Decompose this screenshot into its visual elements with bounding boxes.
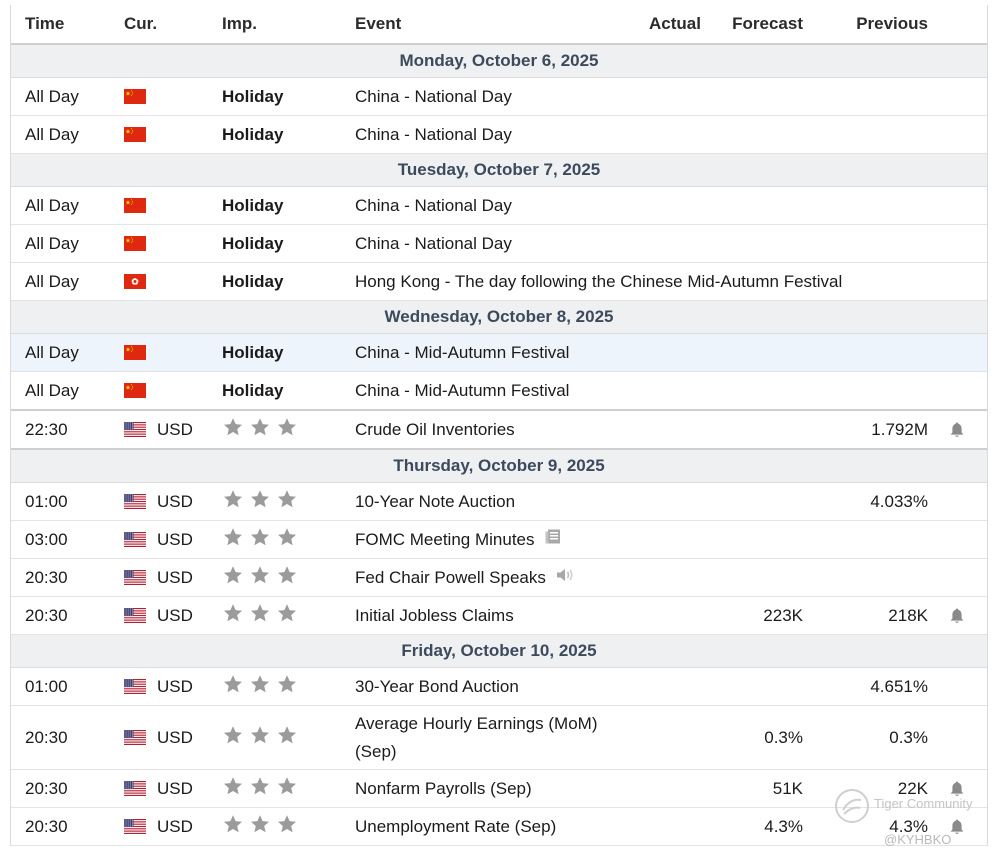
event-name[interactable]: Unemployment Rate (Sep)	[355, 816, 557, 836]
event-name[interactable]: Fed Chair Powell Speaks	[355, 567, 546, 587]
event-row[interactable]	[11, 225, 987, 263]
us-flag-icon	[124, 422, 146, 437]
event-time: All Day	[25, 195, 79, 215]
actual-value	[611, 668, 701, 705]
currency-code: USD	[157, 529, 193, 549]
event-cell	[355, 187, 512, 224]
importance-stars	[222, 564, 298, 591]
event-name[interactable]: China - Mid-Autumn Festival	[355, 342, 570, 362]
currency-code: USD	[157, 567, 193, 587]
star-icon	[276, 416, 298, 443]
forecast-value: 0.3%	[764, 727, 803, 747]
actual-value	[611, 521, 701, 558]
star-icon	[249, 673, 271, 700]
importance-column-header[interactable]: Imp.	[222, 14, 257, 33]
currency-cell	[124, 78, 157, 115]
event-cell	[355, 559, 575, 596]
event-row[interactable]	[11, 521, 987, 559]
event-row[interactable]	[11, 334, 987, 372]
previous-value	[811, 187, 928, 224]
event-row[interactable]	[11, 668, 987, 706]
actual-value	[611, 78, 701, 115]
star-icon	[276, 775, 298, 802]
event-name[interactable]: Crude Oil Inventories	[355, 419, 515, 439]
bell-icon[interactable]	[947, 597, 967, 634]
event-name[interactable]: China - National Day	[355, 124, 512, 144]
forecast-value	[711, 78, 803, 115]
importance-cell	[222, 597, 298, 634]
event-time: All Day	[25, 86, 79, 106]
event-name[interactable]: Hong Kong - The day following the Chinese Mid-Autumn Festival	[355, 271, 843, 291]
previous-value	[811, 559, 928, 596]
forecast-value	[711, 668, 803, 705]
importance-cell	[222, 78, 283, 115]
importance-cell	[222, 225, 283, 262]
us-flag-icon	[124, 819, 146, 834]
importance-cell	[222, 770, 298, 807]
event-cell	[355, 597, 514, 634]
event-name[interactable]: China - National Day	[355, 86, 512, 106]
economic-calendar	[10, 5, 988, 846]
importance-cell	[222, 559, 298, 596]
event-cell	[355, 521, 562, 558]
previous-value	[811, 521, 928, 558]
previous-value: 4.033%	[870, 491, 928, 511]
china-flag-icon	[124, 198, 146, 213]
importance-cell	[222, 116, 283, 153]
importance-cell	[222, 372, 283, 409]
event-cell	[355, 372, 569, 409]
currency-cell	[124, 116, 157, 153]
us-flag-icon	[124, 679, 146, 694]
event-time: 03:00	[25, 529, 68, 549]
us-flag-icon	[124, 781, 146, 796]
previous-value	[811, 334, 928, 371]
currency-code: USD	[157, 727, 193, 747]
previous-value: 0.3%	[889, 727, 928, 747]
watermark-handle: @KYHBKO	[884, 832, 952, 847]
currency-cell	[124, 521, 193, 558]
importance-cell	[222, 668, 298, 705]
us-flag-icon	[124, 608, 146, 623]
watermark-brand: Tiger Community	[874, 796, 973, 811]
forecast-value	[711, 483, 803, 520]
china-flag-icon	[124, 345, 146, 360]
importance-stars	[222, 602, 298, 629]
star-icon	[249, 724, 271, 751]
actual-value	[611, 263, 701, 300]
event-column-header[interactable]: Event	[355, 14, 402, 33]
event-row[interactable]	[11, 483, 987, 521]
star-icon	[222, 526, 244, 553]
star-icon	[276, 526, 298, 553]
event-cell	[355, 770, 532, 807]
previous-value: 22K	[897, 778, 928, 798]
event-time: 20:30	[25, 567, 68, 587]
star-icon	[222, 673, 244, 700]
event-cell	[355, 334, 569, 371]
importance-cell	[222, 187, 283, 224]
star-icon	[222, 488, 244, 515]
forecast-value	[711, 263, 803, 300]
importance-cell	[222, 808, 298, 845]
china-flag-icon	[124, 127, 146, 142]
star-icon	[276, 602, 298, 629]
event-cell	[355, 225, 512, 262]
importance-stars	[222, 775, 298, 802]
holiday-label: Holiday	[222, 271, 284, 291]
holiday-label: Holiday	[222, 380, 284, 400]
star-icon	[249, 564, 271, 591]
event-name[interactable]: 10-Year Note Auction	[355, 491, 516, 511]
star-icon	[249, 416, 271, 443]
star-icon	[249, 602, 271, 629]
forecast-value	[711, 411, 803, 448]
event-cell	[355, 808, 556, 845]
actual-value	[611, 770, 701, 807]
calendar-body	[11, 45, 987, 846]
forecast-value	[711, 521, 803, 558]
previous-value	[811, 78, 928, 115]
currency-cell	[124, 263, 157, 300]
actual-value	[611, 559, 701, 596]
currency-cell	[124, 411, 193, 448]
forecast-value	[711, 116, 803, 153]
us-flag-icon	[124, 570, 146, 585]
event-cell	[355, 78, 512, 115]
star-icon	[276, 673, 298, 700]
currency-cell	[124, 559, 193, 596]
star-icon	[276, 488, 298, 515]
event-row[interactable]	[11, 78, 987, 116]
holiday-label: Holiday	[222, 342, 284, 362]
importance-cell	[222, 334, 283, 371]
event-row[interactable]	[11, 116, 987, 154]
importance-stars	[222, 724, 298, 751]
star-icon	[222, 416, 244, 443]
importance-cell	[222, 483, 298, 520]
star-icon	[222, 564, 244, 591]
event-cell	[355, 411, 515, 448]
event-name[interactable]: Nonfarm Payrolls (Sep)	[355, 778, 532, 798]
event-time: All Day	[25, 124, 79, 144]
bell-icon[interactable]	[947, 770, 967, 807]
us-flag-icon	[124, 532, 146, 547]
star-icon	[249, 488, 271, 515]
holiday-label: Holiday	[222, 233, 284, 253]
actual-value	[611, 411, 701, 448]
day-header: Thursday, October 9, 2025	[11, 450, 987, 483]
event-time: 20:30	[25, 605, 68, 625]
hong-kong-flag-icon	[124, 274, 146, 289]
time-column-header[interactable]: Time	[25, 14, 65, 33]
currency-code: USD	[157, 816, 193, 836]
star-icon	[222, 775, 244, 802]
previous-value	[811, 372, 928, 409]
event-name[interactable]: Average Hourly Earnings (MoM) (Sep)	[355, 713, 598, 761]
us-flag-icon	[124, 730, 146, 745]
event-row[interactable]	[11, 263, 987, 301]
currency-code: USD	[157, 419, 193, 439]
china-flag-icon	[124, 383, 146, 398]
star-icon	[222, 602, 244, 629]
event-name[interactable]: China - National Day	[355, 233, 512, 253]
currency-cell	[124, 808, 193, 845]
actual-value	[611, 187, 701, 224]
event-name[interactable]: Initial Jobless Claims	[355, 605, 514, 625]
day-header: Friday, October 10, 2025	[11, 635, 987, 668]
currency-code: USD	[157, 605, 193, 625]
china-flag-icon	[124, 236, 146, 251]
actual-value	[611, 116, 701, 153]
event-cell	[355, 706, 625, 769]
previous-value: 218K	[888, 605, 928, 625]
holiday-label: Holiday	[222, 195, 284, 215]
holiday-label: Holiday	[222, 86, 284, 106]
event-name[interactable]: 30-Year Bond Auction	[355, 676, 519, 696]
previous-value	[811, 263, 928, 300]
event-time: 01:00	[25, 491, 68, 511]
forecast-value	[711, 187, 803, 224]
star-icon	[276, 724, 298, 751]
bell-icon[interactable]	[947, 808, 967, 845]
previous-value	[811, 116, 928, 153]
actual-value	[611, 597, 701, 634]
previous-value: 4.651%	[870, 676, 928, 696]
bell-icon[interactable]	[947, 411, 967, 448]
speaker-icon[interactable]	[555, 566, 575, 589]
day-header: Monday, October 6, 2025	[11, 45, 987, 78]
currency-cell	[124, 225, 157, 262]
star-icon	[276, 564, 298, 591]
currency-cell	[124, 372, 157, 409]
event-cell	[355, 116, 512, 153]
event-row[interactable]	[11, 411, 987, 450]
event-name[interactable]: China - Mid-Autumn Festival	[355, 380, 570, 400]
star-icon	[276, 813, 298, 840]
event-time: All Day	[25, 271, 79, 291]
forecast-column-header[interactable]: Forecast	[732, 14, 803, 33]
event-row[interactable]	[11, 187, 987, 225]
importance-cell	[222, 521, 298, 558]
currency-cell	[124, 770, 193, 807]
actual-value	[611, 706, 701, 769]
previous-value: 1.792M	[871, 419, 928, 439]
currency-cell	[124, 668, 193, 705]
star-icon	[249, 813, 271, 840]
currency-cell	[124, 597, 193, 634]
us-flag-icon	[124, 494, 146, 509]
forecast-value: 51K	[772, 778, 803, 798]
holiday-label: Holiday	[222, 124, 284, 144]
actual-value	[611, 334, 701, 371]
importance-cell	[222, 706, 298, 769]
forecast-value	[711, 334, 803, 371]
event-row[interactable]	[11, 808, 987, 846]
day-header: Tuesday, October 7, 2025	[11, 154, 987, 187]
previous-column-header[interactable]: Previous	[856, 14, 928, 33]
star-icon	[222, 724, 244, 751]
event-time: 22:30	[25, 419, 68, 439]
currency-cell	[124, 483, 193, 520]
event-name[interactable]: FOMC Meeting Minutes	[355, 529, 535, 549]
forecast-value	[711, 225, 803, 262]
event-cell	[355, 668, 519, 705]
star-icon	[222, 813, 244, 840]
event-cell	[355, 483, 515, 520]
event-row[interactable]	[11, 770, 987, 808]
event-time: All Day	[25, 380, 79, 400]
actual-value	[611, 372, 701, 409]
forecast-value: 223K	[763, 605, 803, 625]
event-time: All Day	[25, 233, 79, 253]
currency-code: USD	[157, 491, 193, 511]
actual-column-header[interactable]: Actual	[649, 14, 701, 33]
previous-value: 4.3%	[889, 816, 928, 836]
star-icon	[249, 526, 271, 553]
importance-stars	[222, 416, 298, 443]
event-time: All Day	[25, 342, 79, 362]
event-time: 01:00	[25, 676, 68, 696]
actual-value	[611, 225, 701, 262]
importance-cell	[222, 263, 283, 300]
event-row[interactable]	[11, 559, 987, 597]
currency-cell	[124, 187, 157, 224]
currency-code: USD	[157, 676, 193, 696]
event-time: 20:30	[25, 727, 68, 747]
actual-value	[611, 483, 701, 520]
event-row[interactable]	[11, 372, 987, 411]
forecast-value: 4.3%	[764, 816, 803, 836]
event-time: 20:30	[25, 778, 68, 798]
currency-code: USD	[157, 778, 193, 798]
china-flag-icon	[124, 89, 146, 104]
previous-value	[811, 225, 928, 262]
actual-value	[611, 808, 701, 845]
currency-cell	[124, 334, 157, 371]
importance-stars	[222, 813, 298, 840]
importance-stars	[222, 526, 298, 553]
star-icon	[249, 775, 271, 802]
document-icon[interactable]	[544, 528, 562, 551]
event-time: 20:30	[25, 816, 68, 836]
importance-cell	[222, 411, 298, 448]
event-name[interactable]: China - National Day	[355, 195, 512, 215]
column-header-row	[11, 5, 987, 45]
event-row[interactable]	[11, 597, 987, 635]
forecast-value	[711, 372, 803, 409]
event-row[interactable]	[11, 706, 987, 770]
day-header: Wednesday, October 8, 2025	[11, 301, 987, 334]
currency-cell	[124, 706, 193, 769]
forecast-value	[711, 559, 803, 596]
importance-stars	[222, 488, 298, 515]
currency-column-header[interactable]: Cur.	[124, 14, 158, 33]
importance-stars	[222, 673, 298, 700]
